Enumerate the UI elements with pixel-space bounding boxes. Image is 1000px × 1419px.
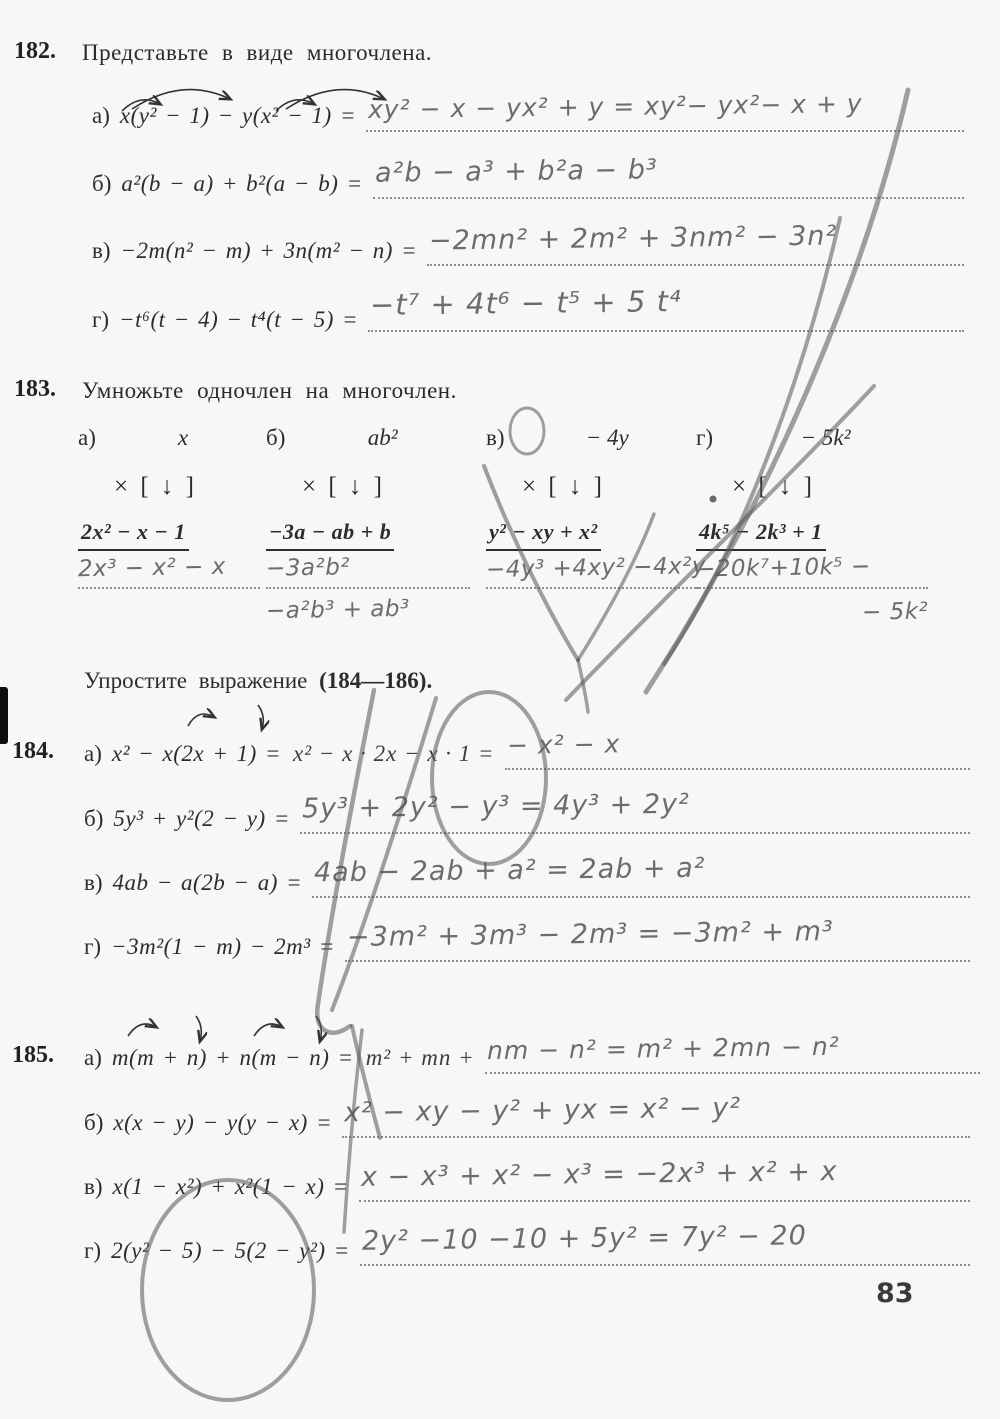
printed-expression: 4ab − a(2b − a) = <box>112 870 303 895</box>
exercise-row-185b <box>84 1092 970 1138</box>
printed-expression: 5y³ + y²(2 − y) = <box>113 806 290 831</box>
column-head <box>78 425 260 451</box>
item-label: г) <box>84 1238 102 1263</box>
answer-line <box>360 1220 970 1266</box>
answer-line <box>696 555 928 589</box>
handwritten-answer: nm − n² = m² + 2mn − n² <box>486 1031 840 1066</box>
exercise-row-182v <box>92 220 964 266</box>
handwritten-answer: 4ab − 2ab + a² = 2ab + a² <box>313 852 706 889</box>
printed-expression: −t⁶(t − 4) − t⁴(t − 5) = <box>119 307 359 332</box>
item-label: в) <box>84 870 103 895</box>
task-184-number: 184. <box>12 738 54 764</box>
handwritten-answer: −t⁷ + 4t⁶ − t⁵ + 5 t⁴ <box>369 284 682 322</box>
handwritten-answer: − x² − x <box>506 729 621 760</box>
answer-line <box>300 788 970 834</box>
exercise-row-182g <box>92 284 964 333</box>
handwritten-answer: 5y³ + 2y² − y³ = 4y³ + 2y² <box>301 788 690 825</box>
item-label: а) <box>84 741 102 766</box>
section-subheading <box>84 668 432 694</box>
printed-expression: x(x − y) − y(y − x) = <box>113 1110 333 1135</box>
exercise-row-185g <box>84 1220 970 1266</box>
handwritten-answer: −20k⁷+10k⁵ − <box>695 553 871 583</box>
multiplication-column-g <box>696 425 928 625</box>
multiply-operator: × [ ↓ ] <box>114 473 197 500</box>
multiply-operator: × [ ↓ ] <box>732 473 815 500</box>
answer-line <box>345 916 970 962</box>
handwritten-answer: −2mn² + 2m² + 3nm² − 3n² <box>428 220 838 257</box>
column-head <box>696 425 928 451</box>
answer-line <box>373 154 964 199</box>
item-label: в) <box>92 238 111 263</box>
item-label: в) <box>486 425 505 450</box>
binding-mark <box>0 687 8 744</box>
handwritten-answer: x² − xy − y² + yx = x² − y² <box>343 1092 742 1129</box>
answer-line <box>366 88 964 132</box>
item-label: б) <box>84 806 104 831</box>
item-label: а) <box>84 1045 102 1070</box>
printed-expression: x(1 − x²) + x²(1 − x) = <box>112 1174 349 1199</box>
handwritten-answer: x − x³ + x² − x³ = −2x³ + x² + x <box>360 1156 838 1193</box>
printed-expression: m(m + n) + n(m − n) = <box>111 1045 354 1070</box>
column-head <box>486 425 700 451</box>
printed-expression: −3m²(1 − m) − 2m³ = <box>111 934 335 959</box>
exercise-row-184v <box>84 852 970 898</box>
answer-line <box>342 1092 970 1138</box>
answer-line <box>78 555 260 589</box>
monomial: − 4y <box>585 425 629 450</box>
printed-expression: x(y² − 1) − y(x² − 1) = <box>119 103 356 128</box>
item-label: б) <box>266 425 286 450</box>
page-number: 83 <box>876 1278 914 1309</box>
polynomial: −3a − ab + b <box>266 519 394 551</box>
multiply-operator: × [ ↓ ] <box>522 473 605 500</box>
handwritten-answer: −4y³ +4xy² −4x²y <box>485 553 707 583</box>
item-label: в) <box>84 1174 103 1199</box>
answer-line <box>359 1156 970 1202</box>
monomial: − 5k² <box>800 425 851 450</box>
answer-line <box>312 852 970 898</box>
item-label: г) <box>92 307 110 332</box>
answer-line <box>266 555 470 589</box>
multiplication-column-v <box>485 425 707 589</box>
answer-line <box>485 553 707 589</box>
handwritten-answer: 2x³ − x² − x <box>77 553 226 583</box>
answer-line <box>368 284 964 332</box>
task-183-number: 183. <box>14 376 56 402</box>
exercise-row-184b <box>84 788 970 834</box>
polynomial: 4k⁵ − 2k³ + 1 <box>696 519 826 551</box>
exercise-row-185v <box>84 1156 970 1202</box>
item-label: а) <box>92 103 110 128</box>
pencil-oval-bottom <box>142 1180 314 1400</box>
pencil-oval-184a <box>432 692 546 864</box>
subheading-range: (184—186). <box>319 668 433 693</box>
handwritten-answer: xy² − x − yx² + y = xy²− yx²− x + y <box>367 88 863 125</box>
task-182-number: 182. <box>14 38 56 64</box>
task-182-title: Представьте в виде многочлена. <box>82 40 433 65</box>
item-label: б) <box>84 1110 104 1135</box>
polynomial: 2x² − x − 1 <box>78 519 189 551</box>
item-label: г) <box>696 425 714 450</box>
printed-expression: x² − x(2x + 1) = <box>111 741 282 766</box>
distribution-arrows-185a <box>128 1016 321 1041</box>
item-label: б) <box>92 171 112 196</box>
exercise-row-182a <box>92 88 964 132</box>
answer-line <box>427 220 964 266</box>
printed-work: x² − x · 2x − x · 1 = <box>293 741 495 766</box>
column-head <box>266 425 470 451</box>
exercise-row-182b <box>92 154 964 199</box>
printed-expression: −2m(n² − m) + 3n(m² − n) = <box>120 238 418 263</box>
task-185-number: 185. <box>12 1042 54 1068</box>
distribution-arrows-184a <box>188 705 263 729</box>
printed-expression: 2(y² − 5) − 5(2 − y²) = <box>111 1238 350 1263</box>
item-label: г) <box>84 934 102 959</box>
handwritten-answer: −3m² + 3m³ − 2m³ = −3m² + m³ <box>346 916 834 953</box>
item-label: а) <box>78 425 96 450</box>
printed-expression: a²(b − a) + b²(a − b) = <box>121 171 363 196</box>
monomial: x <box>177 425 189 450</box>
handwritten-answer: −3a²b² <box>265 554 351 582</box>
multiplication-column-b <box>266 425 470 623</box>
multiplication-column-a <box>78 425 260 589</box>
printed-work: m² + mn + <box>365 1045 475 1070</box>
handwritten-answer: a²b − a³ + b²a − b³ <box>374 154 658 189</box>
handwritten-answer-line2: − 5k² <box>861 598 929 626</box>
polynomial: y² − xy + x² <box>486 519 601 551</box>
handwritten-answer-line2: −a²b³ + ab³ <box>265 595 410 625</box>
exercise-row-184g <box>84 916 970 962</box>
task-183-title: Умножьте одночлен на многочлен. <box>82 378 457 403</box>
multiply-operator: × [ ↓ ] <box>302 473 385 500</box>
answer-line <box>485 1031 980 1074</box>
subheading-text: Упростите выражение <box>84 668 308 693</box>
monomial: ab² <box>367 425 398 450</box>
exercise-row-184a <box>84 729 970 770</box>
exercise-row-185a <box>84 1031 980 1074</box>
handwritten-answer: 2y² −10 −10 + 5y² = 7y² − 20 <box>361 1220 807 1257</box>
answer-line <box>505 729 970 770</box>
